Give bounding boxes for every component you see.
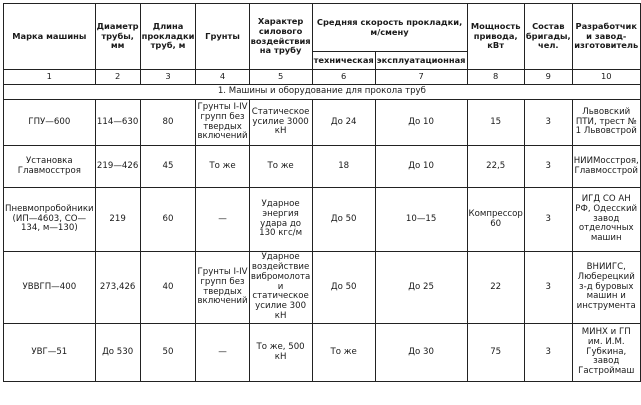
cell-speed-tech: До 50 <box>312 252 375 324</box>
header-soil: Грунты <box>196 4 249 70</box>
cell-length: 45 <box>140 146 196 188</box>
cell-power: Компрессор 60 <box>467 188 524 252</box>
column-number: 5 <box>249 70 312 85</box>
cell-power: 15 <box>467 100 524 146</box>
header-crew: Состав бригады, чел. <box>524 4 572 70</box>
column-number: 9 <box>524 70 572 85</box>
cell-power: 22 <box>467 252 524 324</box>
section-title: 1. Машины и оборудование для прокола труб <box>4 85 641 100</box>
machines-table <box>3 3 641 382</box>
cell-brand: Установка Главмосстроя <box>4 146 96 188</box>
cell-brand: УВВГП—400 <box>4 252 96 324</box>
cell-diameter: 219 <box>95 188 140 252</box>
table-row <box>4 252 641 324</box>
header-brand: Марка машины <box>4 4 96 70</box>
cell-speed-tech: До 50 <box>312 188 375 252</box>
cell-soil: Грунты I-IV групп без твердых включений <box>196 100 249 146</box>
cell-crew: 3 <box>524 146 572 188</box>
cell-developer: НИИМосстроя, Главмосстрой <box>572 146 640 188</box>
cell-diameter: 114—630 <box>95 100 140 146</box>
cell-length: 80 <box>140 100 196 146</box>
cell-speed-oper: До 25 <box>375 252 467 324</box>
cell-length: 50 <box>140 324 196 382</box>
cell-speed-tech: 18 <box>312 146 375 188</box>
cell-brand: ГПУ—600 <box>4 100 96 146</box>
table-row <box>4 100 641 146</box>
cell-speed-oper: 10—15 <box>375 188 467 252</box>
column-number: 1 <box>4 70 96 85</box>
column-number: 3 <box>140 70 196 85</box>
cell-force: Ударное энергия удара до 130 кгс/м <box>249 188 312 252</box>
table-row <box>4 324 641 382</box>
cell-developer: Львовский ПТИ, трест № 1 Львовстрой <box>572 100 640 146</box>
column-number: 10 <box>572 70 640 85</box>
cell-length: 40 <box>140 252 196 324</box>
cell-brand: Пневмопробойники (ИП—4603, СО—134, м—130) <box>4 188 96 252</box>
cell-crew: 3 <box>524 324 572 382</box>
cell-speed-oper: До 30 <box>375 324 467 382</box>
column-number: 4 <box>196 70 249 85</box>
cell-soil: — <box>196 188 249 252</box>
header-speed-oper: эксплуатационная <box>375 52 467 70</box>
cell-diameter: 219—426 <box>95 146 140 188</box>
header-length: Длина прокладки труб, м <box>140 4 196 70</box>
column-number: 8 <box>467 70 524 85</box>
column-number: 7 <box>375 70 467 85</box>
cell-developer: ВНИИГС, Люберецкий з-д буровых машин и инструмента <box>572 252 640 324</box>
header-diameter: Диаметр трубы, мм <box>95 4 140 70</box>
header-developer: Разработчик и завод-изготовитель <box>572 4 640 70</box>
cell-force: Ударное воздействие вибромолота и статическое усилие 300 кН <box>249 252 312 324</box>
cell-developer: ИГД СО АН РФ, Одесский завод отделочных машин <box>572 188 640 252</box>
header-speed-tech: техническая <box>312 52 375 70</box>
cell-crew: 3 <box>524 252 572 324</box>
cell-speed-tech: До 24 <box>312 100 375 146</box>
header-force: Характер силового воздействия на трубу <box>249 4 312 70</box>
table-row <box>4 188 641 252</box>
cell-crew: 3 <box>524 100 572 146</box>
table-container <box>3 3 641 382</box>
cell-length: 60 <box>140 188 196 252</box>
cell-developer: МИНХ и ГП им. И.М. Губкина, завод Гастроймаш <box>572 324 640 382</box>
cell-speed-oper: До 10 <box>375 146 467 188</box>
cell-soil: То же <box>196 146 249 188</box>
cell-speed-tech: То же <box>312 324 375 382</box>
cell-speed-oper: До 10 <box>375 100 467 146</box>
header-speed: Средняя скорость прокладки, м/смену <box>312 4 467 52</box>
column-number: 2 <box>95 70 140 85</box>
cell-power: 22,5 <box>467 146 524 188</box>
cell-force: То же, 500 кН <box>249 324 312 382</box>
header-power: Мощность привода, кВт <box>467 4 524 70</box>
cell-diameter: До 530 <box>95 324 140 382</box>
cell-diameter: 273,426 <box>95 252 140 324</box>
column-number: 6 <box>312 70 375 85</box>
cell-force: Статическое усилие 3000 кН <box>249 100 312 146</box>
cell-force: То же <box>249 146 312 188</box>
cell-crew: 3 <box>524 188 572 252</box>
column-numbers-row <box>4 70 641 85</box>
cell-soil: — <box>196 324 249 382</box>
cell-soil: Грунты I-IV групп без твердых включений <box>196 252 249 324</box>
cell-power: 75 <box>467 324 524 382</box>
table-row <box>4 146 641 188</box>
cell-brand: УВГ—51 <box>4 324 96 382</box>
